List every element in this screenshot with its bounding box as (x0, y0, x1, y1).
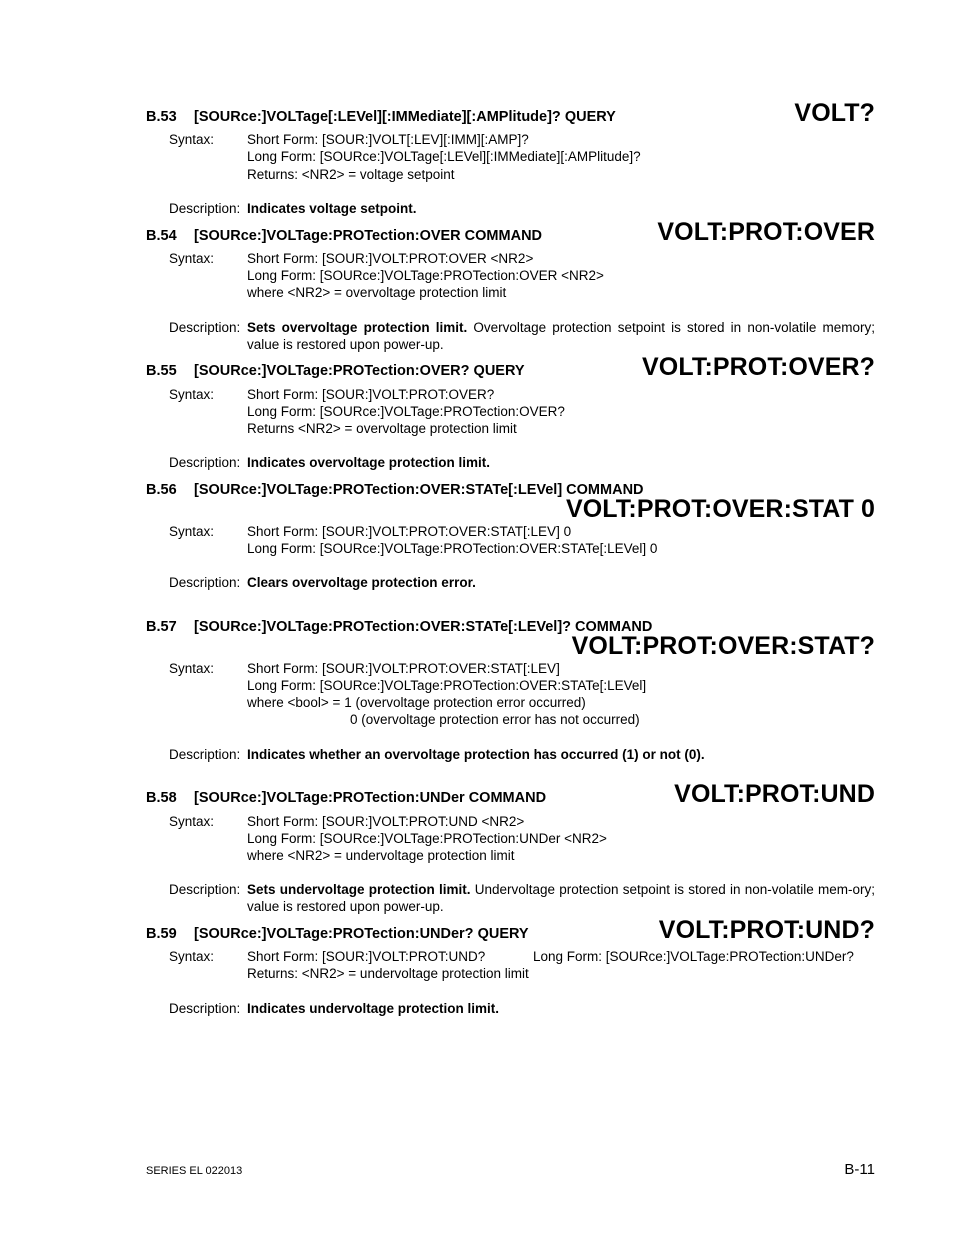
section-number: B.56 (146, 482, 177, 498)
footer-series: SERIES EL 022013 (146, 1165, 243, 1177)
syntax-line: Short Form: [SOUR:]VOLT:PROT:OVER:STAT[:LEV] (247, 661, 560, 676)
section-number: B.53 (146, 109, 177, 125)
description-text: Indicates undervoltage protection limit. (247, 1001, 500, 1016)
description-label: Description: (169, 575, 241, 590)
syntax-line: 0 (overvoltage protection error has not occurred) (350, 712, 640, 727)
section-heading: [SOURce:]VOLTage[:LEVel][:IMMediate][:AMPlitude]? QUERY (194, 109, 616, 125)
description-label: Description: (169, 1001, 241, 1016)
section-heading: [SOURce:]VOLTage:PROTection:UNDer? QUERY (194, 926, 529, 942)
syntax-line: Short Form: [SOUR:]VOLT:PROT:UND? (247, 949, 486, 964)
command-title: VOLT? (794, 99, 875, 127)
description-text (247, 319, 875, 353)
description-text: Indicates voltage setpoint. (247, 201, 417, 216)
command-title: VOLT:PROT:UND (674, 780, 875, 808)
description-label: Description: (169, 455, 241, 470)
section-heading: [SOURce:]VOLTage:PROTection:UNDer COMMAND (194, 790, 547, 806)
syntax-line: where <bool> = 1 (overvoltage protection error occurred) (247, 695, 586, 710)
description-rest: Overvoltage protection setpoint is stored in non-volatile memory; value is restored upon power-up. (247, 320, 876, 352)
command-title: VOLT:PROT:UND? (658, 916, 875, 944)
syntax-label: Syntax: (169, 132, 215, 147)
section-number: B.59 (146, 926, 177, 942)
description-text: Indicates whether an overvoltage protection has occurred (1) or not (0). (247, 747, 705, 762)
description-label: Description: (169, 747, 241, 762)
description-text: Clears overvoltage protection error. (247, 575, 476, 590)
section-number: B.57 (146, 619, 177, 635)
section-heading: [SOURce:]VOLTage:PROTection:OVER:STATe[:LEVel] COMMAND (194, 482, 644, 498)
description-label: Description: (169, 201, 241, 216)
command-title: VOLT:PROT:OVER? (642, 353, 875, 381)
description-text (247, 881, 875, 915)
syntax-line: where <NR2> = overvoltage protection limit (247, 285, 507, 300)
syntax-line: Short Form: [SOUR:]VOLT:PROT:OVER:STAT[:LEV] 0 (247, 524, 572, 539)
description-rest: Undervoltage protection setpoint is stored in non-volatile mem-ory; value is restored upon power-up. (247, 882, 875, 914)
section-number: B.54 (146, 228, 177, 244)
syntax-line: Short Form: [SOUR:]VOLT:PROT:OVER <NR2> (247, 251, 534, 266)
description-text: Indicates overvoltage protection limit. (247, 455, 491, 470)
syntax-label: Syntax: (169, 814, 215, 829)
syntax-line: Long Form: [SOURce:]VOLTage:PROTection:OVER? (247, 404, 565, 419)
section-number: B.58 (146, 790, 177, 806)
syntax-line: where <NR2> = undervoltage protection limit (247, 848, 515, 863)
syntax-line: Long Form: [SOURce:]VOLTage[:LEVel][:IMMediate][:AMPlitude]? (247, 149, 641, 164)
syntax-line: Long Form: [SOURce:]VOLTage:PROTection:OVER:STATe[:LEVel] (247, 678, 647, 693)
syntax-label: Syntax: (169, 524, 215, 539)
syntax-line: Long Form: [SOURce:]VOLTage:PROTection:OVER:STATe[:LEVel] 0 (247, 541, 658, 556)
command-title: VOLT:PROT:OVER:STAT 0 (565, 495, 875, 523)
command-title: VOLT:PROT:OVER:STAT? (571, 632, 875, 660)
syntax-label: Syntax: (169, 387, 215, 402)
syntax-line: Returns: <NR2> = voltage setpoint (247, 167, 455, 182)
page-number: B-11 (844, 1161, 875, 1178)
section-number: B.55 (146, 363, 177, 379)
syntax-line: Short Form: [SOUR:]VOLT:PROT:OVER? (247, 387, 495, 402)
syntax-label: Syntax: (169, 949, 215, 964)
syntax-line: Returns <NR2> = overvoltage protection limit (247, 421, 517, 436)
syntax-line: Short Form: [SOUR:]VOLT:PROT:UND <NR2> (247, 814, 525, 829)
syntax-line: Returns: <NR2> = undervoltage protection limit (247, 966, 529, 981)
section-heading: [SOURce:]VOLTage:PROTection:OVER:STATe[:LEVel]? COMMAND (194, 619, 653, 635)
syntax-line: Long Form: [SOURce:]VOLTage:PROTection:OVER <NR2> (247, 268, 604, 283)
description-label: Description: (169, 320, 241, 335)
syntax-line: Short Form: [SOUR:]VOLT[:LEV][:IMM][:AMP]? (247, 132, 529, 147)
section-heading: [SOURce:]VOLTage:PROTection:OVER COMMAND (194, 228, 543, 244)
syntax-line: Long Form: [SOURce:]VOLTage:PROTection:UNDer? (533, 949, 854, 964)
description-label: Description: (169, 882, 241, 897)
syntax-line: Long Form: [SOURce:]VOLTage:PROTection:UNDer <NR2> (247, 831, 607, 846)
command-title: VOLT:PROT:OVER (657, 218, 875, 246)
section-heading: [SOURce:]VOLTage:PROTection:OVER? QUERY (194, 363, 525, 379)
syntax-label: Syntax: (169, 251, 215, 266)
syntax-label: Syntax: (169, 661, 215, 676)
description-bold: Sets undervoltage protection limit. (247, 882, 471, 897)
description-bold: Sets overvoltage protection limit. (247, 320, 468, 335)
